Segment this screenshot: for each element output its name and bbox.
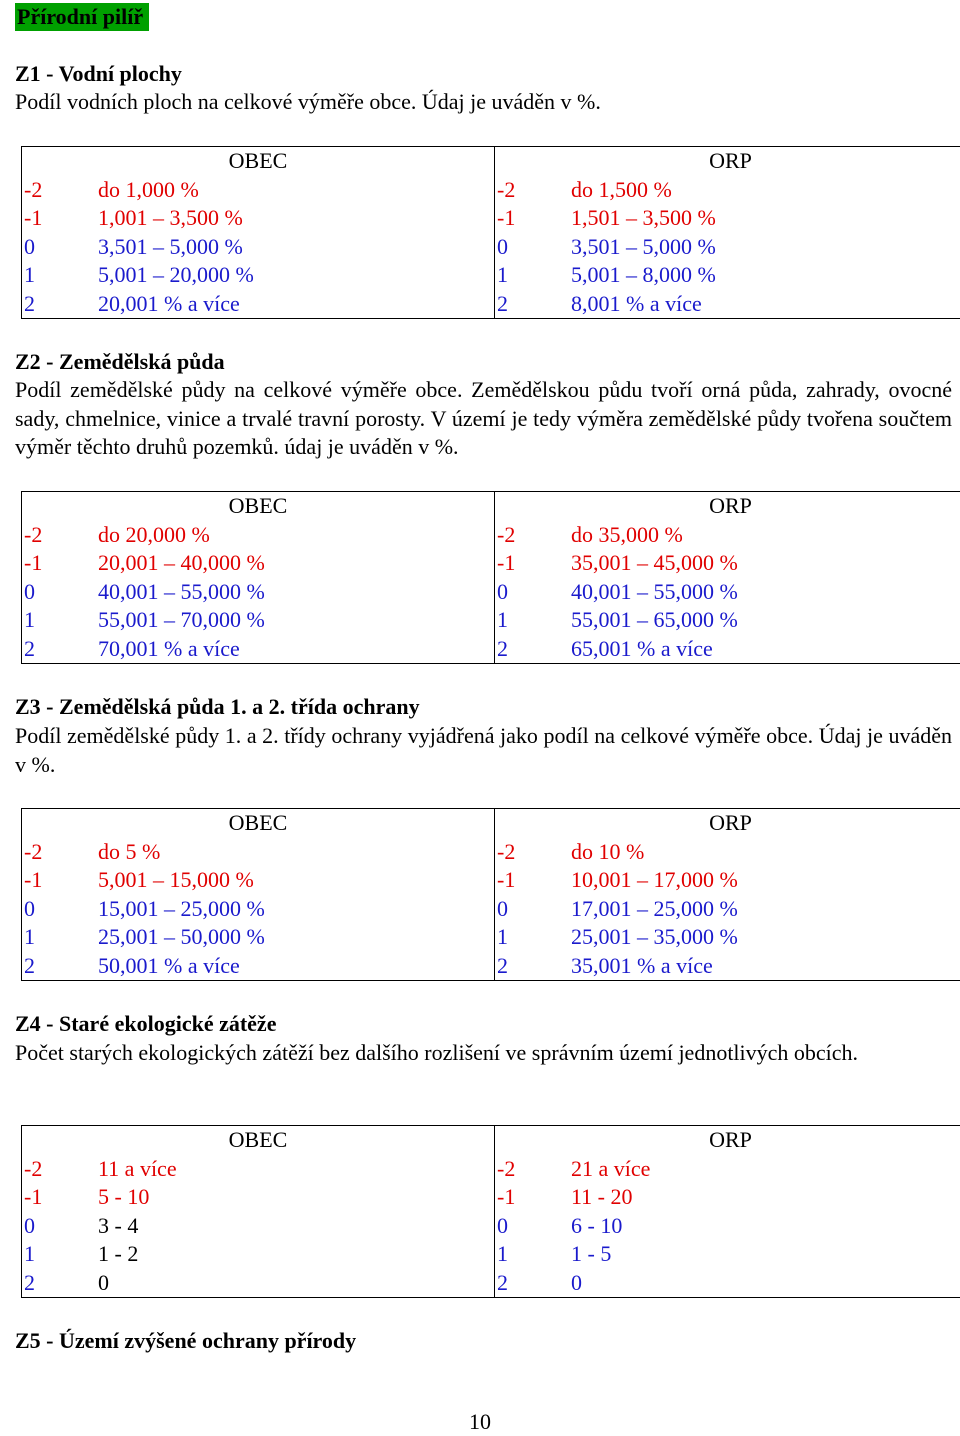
table-row: [495, 952, 960, 981]
range: 65,001 % a více: [571, 635, 713, 661]
range: do 1,000 %: [98, 176, 199, 202]
range: 5,001 – 8,000 %: [571, 262, 716, 288]
score: 1: [24, 924, 35, 950]
table-row: [495, 233, 960, 262]
range: 3,501 – 5,000 %: [571, 233, 716, 259]
section-heading-z5: Z5 - Území zvýšené ochrany přírody: [15, 1328, 357, 1353]
obec-header: OBEC: [228, 810, 288, 835]
table-row: [495, 549, 960, 578]
table-row: [495, 1155, 960, 1184]
table-row: [22, 1212, 494, 1241]
range: 15,001 – 25,000 %: [98, 895, 265, 921]
table-row: [22, 838, 494, 867]
section-heading-z2: Z2 - Zemědělská půda: [15, 349, 225, 374]
table-row: [22, 1155, 494, 1184]
table-row: [22, 521, 494, 550]
table-row: [495, 204, 960, 233]
range: 1,001 – 3,500 %: [98, 205, 243, 231]
table-row: [495, 866, 960, 895]
range: 20,001 – 40,000 %: [98, 550, 265, 576]
table-row: [495, 290, 960, 319]
table-row: [495, 923, 960, 952]
range: do 35,000 %: [571, 521, 683, 547]
scoring-table-z3: [21, 808, 960, 981]
score: -1: [497, 867, 516, 893]
range: 0: [98, 1269, 109, 1295]
table-row: [22, 1269, 494, 1298]
score: 0: [497, 578, 508, 604]
range: 10,001 – 17,000 %: [571, 867, 738, 893]
scoring-table-z1: [21, 146, 960, 319]
range: 3 - 4: [98, 1212, 139, 1238]
score: -1: [497, 205, 516, 231]
range: 55,001 – 65,000 %: [571, 607, 738, 633]
table-row: [495, 895, 960, 924]
range: 55,001 – 70,000 %: [98, 607, 265, 633]
section-text-z2: Podíl zemědělské půdy na celkové výměře obce. Zemědělskou půdu tvoří orná půda, zahrady, ovocné sady, chmelnice, vinice a trvalé travní porosty. V území je tedy výměra zemědělské půdy tvořena součtem výměr těchto druhů pozemků. údaj je uváděn v %.: [15, 377, 952, 459]
orp-header: ORP: [709, 493, 752, 518]
score: -2: [24, 176, 43, 202]
obec-column: [22, 809, 494, 980]
table-row: [495, 521, 960, 550]
table-row: [495, 1269, 960, 1298]
score: 2: [497, 290, 508, 316]
range: 40,001 – 55,000 %: [98, 578, 265, 604]
score: 2: [24, 290, 35, 316]
range: 1 - 2: [98, 1241, 139, 1267]
section-heading-z4: Z4 - Staré ekologické zátěže: [15, 1011, 277, 1036]
range: 35,001 – 45,000 %: [571, 550, 738, 576]
range: do 20,000 %: [98, 521, 210, 547]
table-row: [22, 261, 494, 290]
score: -1: [497, 550, 516, 576]
table-row: [495, 578, 960, 607]
section-text-z4: Počet starých ekologických zátěží bez dalšího rozlišení ve správním území jednotlivých obcích.: [15, 1040, 859, 1065]
range: 3,501 – 5,000 %: [98, 233, 243, 259]
range: 0: [571, 1269, 582, 1295]
section-heading-z1: Z1 - Vodní plochy: [15, 61, 182, 86]
table-row: [22, 233, 494, 262]
obec-column: [22, 147, 494, 318]
range: 25,001 – 35,000 %: [571, 924, 738, 950]
range: 17,001 – 25,000 %: [571, 895, 738, 921]
table-row: [22, 923, 494, 952]
score: 0: [24, 895, 35, 921]
table-row: [22, 578, 494, 607]
score: 0: [24, 1212, 35, 1238]
score: 2: [497, 1269, 508, 1295]
orp-header: ORP: [709, 810, 752, 835]
table-row: [22, 606, 494, 635]
table-row: [22, 635, 494, 664]
orp-column: [494, 809, 960, 980]
section-heading-z3: Z3 - Zemědělská půda 1. a 2. třída ochrany: [15, 694, 420, 719]
score: 1: [497, 262, 508, 288]
score: -1: [24, 867, 43, 893]
table-row: [495, 635, 960, 664]
obec-header: OBEC: [228, 1127, 288, 1152]
score: 1: [497, 924, 508, 950]
range: 5,001 – 15,000 %: [98, 867, 254, 893]
table-row: [22, 866, 494, 895]
range: 6 - 10: [571, 1212, 623, 1238]
score: 0: [497, 895, 508, 921]
score: -1: [24, 1184, 43, 1210]
range: 35,001 % a více: [571, 952, 713, 978]
score: 2: [24, 952, 35, 978]
obec-header: OBEC: [228, 493, 288, 518]
range: do 10 %: [571, 838, 645, 864]
range: 70,001 % a více: [98, 635, 240, 661]
score: -1: [24, 205, 43, 231]
score: 0: [497, 233, 508, 259]
score: -2: [24, 1155, 43, 1181]
table-row: [22, 549, 494, 578]
section-text-z3: Podíl zemědělské půdy 1. a 2. třídy ochrany vyjádřená jako podíl na celkové výměře obce. Údaj je uváděn v %.: [15, 723, 952, 777]
score: -2: [497, 838, 516, 864]
scoring-table-z4: [21, 1125, 960, 1298]
score: -1: [497, 1184, 516, 1210]
score: -2: [497, 176, 516, 202]
table-row: [495, 1212, 960, 1241]
obec-column: [22, 492, 494, 663]
range: 21 a více: [571, 1155, 651, 1181]
table-row: [22, 176, 494, 205]
table-row: [22, 952, 494, 981]
score: -2: [24, 521, 43, 547]
scoring-table-z2: [21, 491, 960, 664]
score: 1: [497, 1241, 508, 1267]
range: 50,001 % a více: [98, 952, 240, 978]
range: 20,001 % a více: [98, 290, 240, 316]
orp-column: [494, 492, 960, 663]
score: -1: [24, 550, 43, 576]
obec-column: [22, 1126, 494, 1297]
table-row: [495, 838, 960, 867]
score: 2: [24, 635, 35, 661]
score: 1: [24, 1241, 35, 1267]
score: 1: [24, 262, 35, 288]
table-row: [22, 290, 494, 319]
table-row: [495, 1240, 960, 1269]
table-row: [22, 204, 494, 233]
page-number: 10: [469, 1409, 491, 1434]
score: 0: [24, 578, 35, 604]
range: do 1,500 %: [571, 176, 672, 202]
range: 11 a více: [98, 1155, 177, 1181]
score: -2: [24, 838, 43, 864]
table-row: [495, 606, 960, 635]
range: 11 - 20: [571, 1184, 633, 1210]
score: 2: [24, 1269, 35, 1295]
score: 2: [497, 952, 508, 978]
table-row: [495, 261, 960, 290]
range: 8,001 % a více: [571, 290, 702, 316]
range: 25,001 – 50,000 %: [98, 924, 265, 950]
range: 1,501 – 3,500 %: [571, 205, 716, 231]
range: 5,001 – 20,000 %: [98, 262, 254, 288]
obec-header: OBEC: [228, 148, 288, 173]
score: 2: [497, 635, 508, 661]
orp-header: ORP: [709, 1127, 752, 1152]
range: do 5 %: [98, 838, 161, 864]
table-row: [495, 1183, 960, 1212]
score: -2: [497, 521, 516, 547]
orp-column: [494, 1126, 960, 1297]
score: 0: [497, 1212, 508, 1238]
range: 5 - 10: [98, 1184, 150, 1210]
score: 0: [24, 233, 35, 259]
table-row: [22, 895, 494, 924]
section-text-z1: Podíl vodních ploch na celkové výměře obce. Údaj je uváděn v %.: [15, 89, 601, 114]
orp-header: ORP: [709, 148, 752, 173]
table-row: [22, 1240, 494, 1269]
range: 40,001 – 55,000 %: [571, 578, 738, 604]
score: 1: [497, 607, 508, 633]
score: -2: [497, 1155, 516, 1181]
score: 1: [24, 607, 35, 633]
table-row: [22, 1183, 494, 1212]
table-row: [495, 176, 960, 205]
range: 1 - 5: [571, 1241, 612, 1267]
pillar-title: Přírodní pilíř: [15, 3, 149, 31]
orp-column: [494, 147, 960, 318]
